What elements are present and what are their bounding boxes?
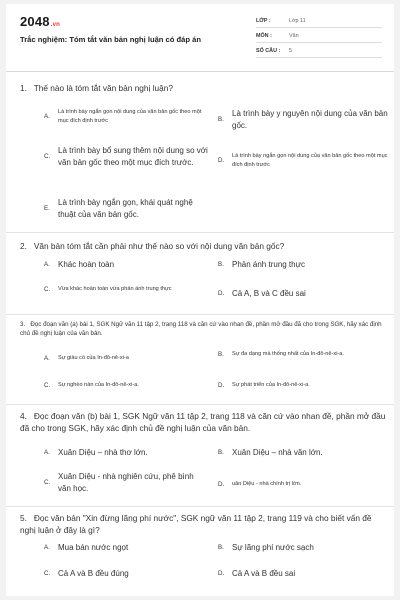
question-label: Đọc văn bản "Xin đừng lãng phí nước", SGK ngữ văn 11 tập 2, trang 119 và cho biết vấn đề nghị luận ở đây là gì? <box>20 513 372 535</box>
option-1a[interactable] <box>44 108 204 125</box>
option-letter: D. <box>218 381 225 389</box>
option-text: Sự lãng phí nước sạch <box>232 543 314 552</box>
option-1e[interactable] <box>44 197 204 220</box>
divider <box>6 232 394 233</box>
option-text: Là trình bày bổ sung thêm nội dung so với văn bản gốc theo một mục đích trước. <box>58 146 208 167</box>
option-letter: A. <box>44 449 50 457</box>
meta-count-label: SỐ CÂU : <box>256 48 281 54</box>
question-1 <box>20 82 388 94</box>
question-number: 2. <box>20 241 27 251</box>
meta-count-value: 5 <box>289 48 292 54</box>
option-2c[interactable] <box>44 285 209 294</box>
option-letter: A. <box>44 354 50 362</box>
option-5d[interactable] <box>218 568 388 580</box>
quiz-title: Trắc nghiệm: Tóm tắt văn bản nghị luận có đáp án <box>20 35 202 44</box>
meta-count <box>256 46 382 58</box>
option-letter: D. <box>218 570 225 578</box>
question-number: 1. <box>20 83 27 93</box>
meta-subject-value: Văn <box>289 33 299 39</box>
option-letter: C. <box>44 153 51 160</box>
option-text: Xuân Diệu – nhà văn lớn. <box>232 448 323 457</box>
question-number: 3. <box>20 321 26 328</box>
question-label: Thế nào là tóm tắt văn bản nghị luận? <box>33 83 173 93</box>
option-1c[interactable] <box>44 145 216 168</box>
question-label: Đọc đoạn văn (a) bài 1, SGK Ngữ văn 11 tập 2, trang 118 và căn cứ vào nhan đề, phần mở đầu đã cho trong SGK, hãy xác định chủ đề nghị luận của văn bản. <box>20 321 382 337</box>
option-text: Cả A, B và C đều sai <box>232 289 306 298</box>
question-text <box>20 240 388 252</box>
option-5a[interactable] <box>44 542 204 554</box>
meta-subject-label: MÔN : <box>256 33 272 39</box>
question-3 <box>20 320 388 338</box>
option-letter: B. <box>218 350 224 358</box>
option-text: Khác hoàn toàn <box>58 260 115 269</box>
option-text: Là trình bày ngắn gọn nội dung của văn bản gốc theo một mục đích định trước <box>58 109 202 124</box>
option-letter: D. <box>218 157 225 164</box>
option-1d[interactable] <box>218 152 388 169</box>
option-letter: A. <box>44 113 50 120</box>
option-3d[interactable] <box>218 381 388 390</box>
option-letter: D. <box>218 290 225 298</box>
logo-suffix: .vn <box>50 22 61 28</box>
option-letter: B. <box>218 449 224 457</box>
question-text <box>20 410 388 434</box>
option-letter: C. <box>44 479 51 486</box>
option-3a[interactable] <box>44 354 204 363</box>
option-text: Sự đa dạng mà thống nhất của In-đô-nê-xi-a. <box>232 351 344 357</box>
option-5b[interactable] <box>218 542 388 554</box>
option-4a[interactable] <box>44 447 204 459</box>
option-letter: C. <box>44 570 51 578</box>
option-text: Mua bán nước ngọt <box>58 543 129 552</box>
option-4b[interactable] <box>218 447 388 459</box>
option-4d[interactable] <box>218 480 388 489</box>
option-text: Sự giàu có của In-đô-nê-xi-a <box>58 355 129 361</box>
question-label: Văn bản tóm tắt cần phải như thế nào so với nội dung văn bản gốc? <box>33 241 285 251</box>
option-letter: C. <box>44 285 51 293</box>
option-1b[interactable] <box>218 108 388 131</box>
page-header <box>6 4 394 72</box>
option-letter: B. <box>218 544 224 552</box>
option-text: Xuân Diệu - nhà nghiên cứu, phê bình văn học. <box>58 472 194 493</box>
logo-main: 2048 <box>20 14 50 29</box>
option-text: uân Diệu - nhà chính trị lớn. <box>232 481 302 487</box>
divider <box>6 404 394 405</box>
option-text: Cả A và B đều đúng <box>58 569 129 578</box>
question-2 <box>20 240 388 252</box>
meta-class-label: LỚP : <box>256 18 271 24</box>
option-2d[interactable] <box>218 288 388 300</box>
option-letter: A. <box>44 544 50 552</box>
question-text <box>20 512 388 536</box>
option-letter: E. <box>44 205 50 212</box>
site-logo[interactable] <box>20 14 60 29</box>
option-letter: B. <box>218 261 224 269</box>
option-letter: D. <box>218 480 225 488</box>
option-text: Là trình bày ngắn gọn, khái quát nghệ thuật của văn bản gốc. <box>58 198 193 219</box>
option-text: Sự phát triển của In-đô-nê-xi-a. <box>232 382 310 388</box>
option-2a[interactable] <box>44 259 204 271</box>
question-text <box>20 82 388 94</box>
option-3c[interactable] <box>44 381 204 390</box>
option-text: Phản ánh trung thực <box>232 260 305 269</box>
divider <box>6 506 394 507</box>
question-5 <box>20 512 388 536</box>
option-3b[interactable] <box>218 350 388 359</box>
option-letter: C. <box>44 381 51 389</box>
meta-subject <box>256 31 382 43</box>
question-label: Đọc đoạn văn (b) bài 1, SGK Ngữ văn 11 tập 2, trang 118 và căn cứ vào nhan đề, phần mở đầu đã cho trong SGK, hãy xác định chủ đề nghị luận của văn bản. <box>20 411 386 433</box>
option-letter: B. <box>218 116 224 123</box>
divider <box>6 314 394 315</box>
question-number: 5. <box>20 513 27 523</box>
option-5c[interactable] <box>44 568 204 580</box>
option-text: Xuân Diệu – nhà thơ lớn. <box>58 448 148 457</box>
quiz-page <box>6 4 394 596</box>
option-text: Sự nghèo nàn của In-đô-nê-xi-a. <box>58 382 139 388</box>
question-text <box>20 320 388 338</box>
question-number: 4. <box>20 411 27 421</box>
option-2b[interactable] <box>218 259 388 271</box>
question-4 <box>20 410 388 434</box>
option-text: Là trình bày y nguyên nội dung của văn bản gốc. <box>232 109 388 130</box>
option-text: Vừa khác hoàn toàn vừa phản ánh trung thực <box>58 286 172 292</box>
meta-class <box>256 16 382 28</box>
meta-class-value: Lớp 11 <box>289 18 306 24</box>
option-text: Cả A và B đều sai <box>232 569 296 578</box>
option-letter: A. <box>44 261 50 269</box>
option-text: Là trình bày ngắn gọn nội dung của văn bản gốc theo một mục đích định trước <box>232 153 388 168</box>
option-4c[interactable] <box>44 471 204 494</box>
